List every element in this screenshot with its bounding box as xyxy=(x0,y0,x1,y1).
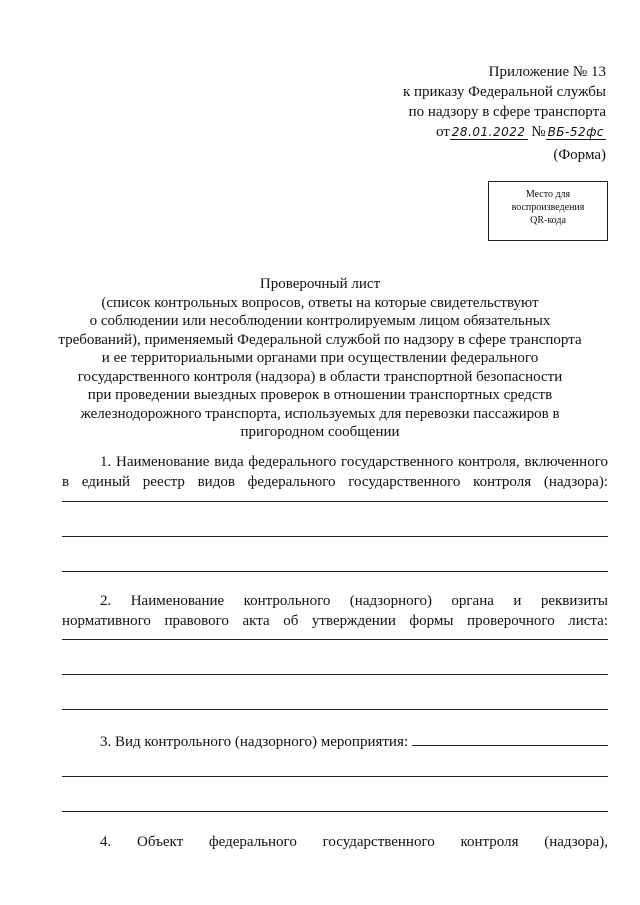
title-line-4: требований), применяемый Федеральной службой по надзору в сфере транспорта xyxy=(58,331,582,348)
form-label: (Форма) xyxy=(553,147,606,163)
order-number-sign: № xyxy=(531,124,546,140)
title-line-2: (список контрольных вопросов, ответы на которые свидетельствуют xyxy=(101,294,539,311)
order-number-handwritten: ВБ-52фс xyxy=(547,125,604,139)
fill-line[interactable] xyxy=(62,776,608,777)
item-2 xyxy=(62,591,608,631)
fill-line[interactable] xyxy=(62,571,608,572)
title-line-8: железнодорожного транспорта, используемых для перевозки пассажиров в xyxy=(80,405,560,422)
fill-line[interactable] xyxy=(62,536,608,537)
fill-line[interactable] xyxy=(62,709,608,710)
order-date-handwritten: 28.01.2022 xyxy=(451,125,526,139)
fill-line[interactable] xyxy=(62,674,608,675)
item-2-line-1: 2. Наименование контрольного (надзорного) органа и реквизиты xyxy=(100,593,608,609)
item-1-line-1: 1. Наименование вида федерального государственного контроля, включенного xyxy=(100,454,608,470)
order-from-label: от xyxy=(435,124,450,140)
qr-box-line-2: воспроизведения xyxy=(511,202,585,213)
title-line-1: Проверочный лист xyxy=(259,276,381,292)
appendix-line-1: Приложение № 13 xyxy=(488,64,606,80)
order-reference xyxy=(403,122,606,142)
item-3 xyxy=(62,731,608,752)
document-title xyxy=(40,275,600,442)
qr-code-placeholder xyxy=(488,181,608,241)
appendix-line-3: по надзору в сфере транспорта xyxy=(408,104,606,120)
item-3-line-1 xyxy=(62,731,608,752)
fill-line[interactable] xyxy=(62,639,608,640)
appendix-header xyxy=(403,62,606,142)
item-3-label: 3. Вид контрольного (надзорного) мероприятия: xyxy=(100,734,409,750)
item-1 xyxy=(62,452,608,492)
qr-box-line-1: Место для xyxy=(525,189,571,200)
title-line-7: при проведении выездных проверок в отношении транспортных средств xyxy=(87,387,553,403)
title-line-5: и ее территориальными органами при осуществлении федерального xyxy=(101,350,539,366)
inspection-type-field[interactable] xyxy=(412,731,608,746)
item-1-line-2: в единый реестр видов федерального государственного контроля (надзора): xyxy=(62,474,608,490)
appendix-line-2: к приказу Федеральной службы xyxy=(402,84,606,100)
title-line-3: о соблюдении или несоблюдении контролируемым лицом обязательных xyxy=(89,313,551,329)
title-line-9: пригородном сообщении xyxy=(240,424,400,440)
item-4-line-1: 4. Объект федерального государственного контроля (надзора), xyxy=(100,834,608,850)
fill-line[interactable] xyxy=(62,501,608,502)
item-4 xyxy=(62,832,608,852)
item-2-line-2: нормативного правового акта об утверждении формы проверочного листа: xyxy=(62,613,608,629)
qr-box-line-3: QR-кода xyxy=(530,215,566,226)
title-line-6: государственного контроля (надзора) в области транспортной безопасности xyxy=(77,368,563,385)
fill-line[interactable] xyxy=(62,811,608,812)
